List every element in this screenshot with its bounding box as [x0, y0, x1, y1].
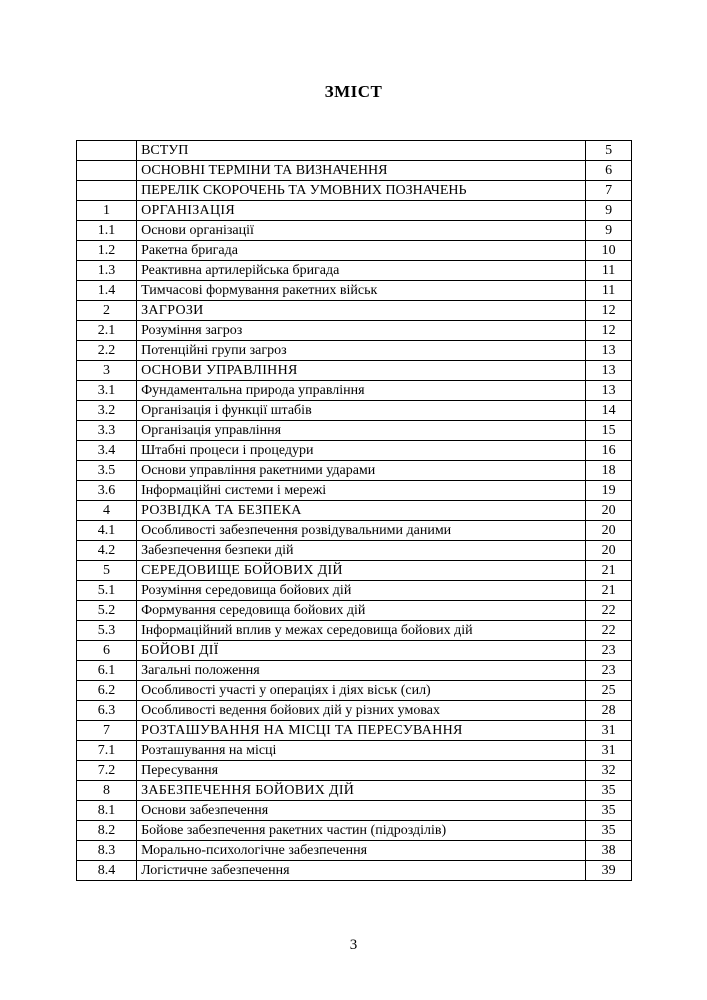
toc-row — [77, 221, 632, 241]
toc-page-number: 23 — [586, 661, 632, 681]
toc-row — [77, 781, 632, 801]
toc-section-number: 4.2 — [77, 541, 137, 561]
toc-entry-title: ВСТУП — [137, 141, 586, 161]
toc-row — [77, 621, 632, 641]
toc-section-number — [77, 161, 137, 181]
toc-section-number: 3 — [77, 361, 137, 381]
toc-row — [77, 481, 632, 501]
toc-entry-title: Реактивна артилерійська бригада — [137, 261, 586, 281]
toc-section-number: 4 — [77, 501, 137, 521]
toc-section-number: 2.2 — [77, 341, 137, 361]
toc-entry-title: БОЙОВІ ДІЇ — [137, 641, 586, 661]
toc-row — [77, 181, 632, 201]
toc-page-number: 6 — [586, 161, 632, 181]
toc-entry-title: ОСНОВНІ ТЕРМІНИ ТА ВИЗНАЧЕННЯ — [137, 161, 586, 181]
toc-page-number: 35 — [586, 821, 632, 841]
toc-entry-title: СЕРЕДОВИЩЕ БОЙОВИХ ДІЙ — [137, 561, 586, 581]
toc-page-number: 22 — [586, 621, 632, 641]
toc-row — [77, 441, 632, 461]
toc-row — [77, 701, 632, 721]
toc-page-number: 13 — [586, 341, 632, 361]
toc-section-number: 2.1 — [77, 321, 137, 341]
toc-section-number: 3.5 — [77, 461, 137, 481]
toc-section-number: 3.6 — [77, 481, 137, 501]
toc-row — [77, 521, 632, 541]
toc-row — [77, 681, 632, 701]
toc-page-number: 21 — [586, 561, 632, 581]
toc-row — [77, 641, 632, 661]
toc-row — [77, 421, 632, 441]
toc-row — [77, 821, 632, 841]
toc-page-number: 14 — [586, 401, 632, 421]
toc-page-number: 25 — [586, 681, 632, 701]
toc-section-number: 1.4 — [77, 281, 137, 301]
page-title: ЗМІСТ — [324, 82, 383, 101]
toc-entry-title: Морально-психологічне забезпечення — [137, 841, 586, 861]
toc-row — [77, 741, 632, 761]
toc-page-number: 13 — [586, 361, 632, 381]
toc-page-number: 9 — [586, 221, 632, 241]
toc-entry-title: Логістичне забезпечення — [137, 861, 586, 881]
toc-section-number: 1.1 — [77, 221, 137, 241]
toc-section-number: 7.1 — [77, 741, 137, 761]
toc-entry-title: ЗАГРОЗИ — [137, 301, 586, 321]
toc-page-number: 7 — [586, 181, 632, 201]
toc-section-number: 3.3 — [77, 421, 137, 441]
toc-row — [77, 501, 632, 521]
toc-row — [77, 761, 632, 781]
toc-section-number: 3.2 — [77, 401, 137, 421]
toc-page-number: 12 — [586, 321, 632, 341]
toc-entry-title: Загальні положення — [137, 661, 586, 681]
toc-row — [77, 401, 632, 421]
toc-section-number: 1.2 — [77, 241, 137, 261]
toc-section-number: 8.3 — [77, 841, 137, 861]
toc-section-number: 6 — [77, 641, 137, 661]
toc-entry-title: Особливості участі у операціях і діях віськ (сил) — [137, 681, 586, 701]
toc-section-number: 5.1 — [77, 581, 137, 601]
toc-page-number: 13 — [586, 381, 632, 401]
toc-row — [77, 241, 632, 261]
toc-page-number: 12 — [586, 301, 632, 321]
toc-row — [77, 321, 632, 341]
toc-page-number: 38 — [586, 841, 632, 861]
toc-row — [77, 341, 632, 361]
toc-page-number: 19 — [586, 481, 632, 501]
toc-page-number: 28 — [586, 701, 632, 721]
toc-row — [77, 661, 632, 681]
toc-row — [77, 841, 632, 861]
toc-entry-title: Особливості ведення бойових дій у різних умовах — [137, 701, 586, 721]
toc-page-number: 20 — [586, 541, 632, 561]
toc-section-number — [77, 181, 137, 201]
toc-entry-title: Бойове забезпечення ракетних частин (підрозділів) — [137, 821, 586, 841]
toc-row — [77, 281, 632, 301]
toc-entry-title: ОСНОВИ УПРАВЛІННЯ — [137, 361, 586, 381]
table-of-contents — [76, 140, 632, 881]
toc-row — [77, 301, 632, 321]
toc-entry-title: Особливості забезпечення розвідувальними даними — [137, 521, 586, 541]
toc-section-number: 6.1 — [77, 661, 137, 681]
toc-page-number: 9 — [586, 201, 632, 221]
toc-row — [77, 541, 632, 561]
toc-section-number: 7.2 — [77, 761, 137, 781]
toc-page-number: 23 — [586, 641, 632, 661]
toc-entry-title: Пересування — [137, 761, 586, 781]
toc-entry-title: Основи забезпечення — [137, 801, 586, 821]
toc-section-number: 8.4 — [77, 861, 137, 881]
toc-section-number: 8.1 — [77, 801, 137, 821]
toc-entry-title: Розташування на місці — [137, 741, 586, 761]
toc-row — [77, 721, 632, 741]
toc-entry-title: Інформаційний вплив у межах середовища бойових дій — [137, 621, 586, 641]
toc-row — [77, 581, 632, 601]
toc-section-number: 5 — [77, 561, 137, 581]
toc-entry-title: Організація управління — [137, 421, 586, 441]
toc-section-number: 3.1 — [77, 381, 137, 401]
toc-section-number: 5.2 — [77, 601, 137, 621]
toc-section-number: 1.3 — [77, 261, 137, 281]
toc-row — [77, 561, 632, 581]
toc-entry-title: ЗАБЕЗПЕЧЕННЯ БОЙОВИХ ДІЙ — [137, 781, 586, 801]
toc-page-number: 31 — [586, 721, 632, 741]
toc-entry-title: Штабні процеси і процедури — [137, 441, 586, 461]
toc-row — [77, 601, 632, 621]
toc-page-number: 20 — [586, 501, 632, 521]
toc-section-number: 1 — [77, 201, 137, 221]
toc-page-number: 5 — [586, 141, 632, 161]
toc-page-number: 16 — [586, 441, 632, 461]
toc-entry-title: Ракетна бригада — [137, 241, 586, 261]
toc-section-number: 6.3 — [77, 701, 137, 721]
toc-row — [77, 141, 632, 161]
toc-page-number: 35 — [586, 801, 632, 821]
toc-page-number: 21 — [586, 581, 632, 601]
toc-page-number: 10 — [586, 241, 632, 261]
toc-section-number: 7 — [77, 721, 137, 741]
toc-row — [77, 261, 632, 281]
toc-page-number: 11 — [586, 261, 632, 281]
toc-section-number: 6.2 — [77, 681, 137, 701]
toc-entry-title: Організація і функції штабів — [137, 401, 586, 421]
toc-page-number: 22 — [586, 601, 632, 621]
toc-entry-title: Тимчасові формування ракетних військ — [137, 281, 586, 301]
toc-row — [77, 461, 632, 481]
toc-row — [77, 361, 632, 381]
toc-section-number — [77, 141, 137, 161]
toc-page-number: 39 — [586, 861, 632, 881]
toc-row — [77, 161, 632, 181]
toc-entry-title: Фундаментальна природа управління — [137, 381, 586, 401]
toc-page-number: 20 — [586, 521, 632, 541]
toc-section-number: 8 — [77, 781, 137, 801]
page-number: 3 — [349, 937, 358, 953]
toc-entry-title: Основи організації — [137, 221, 586, 241]
toc-entry-title: Формування середовища бойових дій — [137, 601, 586, 621]
toc-entry-title: ПЕРЕЛІК СКОРОЧЕНЬ ТА УМОВНИХ ПОЗНАЧЕНЬ — [137, 181, 586, 201]
toc-page-number: 31 — [586, 741, 632, 761]
toc-section-number: 2 — [77, 301, 137, 321]
toc-entry-title: Інформаційні системи і мережі — [137, 481, 586, 501]
toc-row — [77, 381, 632, 401]
toc-entry-title: Розуміння загроз — [137, 321, 586, 341]
toc-body — [77, 141, 632, 881]
toc-page-number: 11 — [586, 281, 632, 301]
toc-entry-title: Потенційні групи загроз — [137, 341, 586, 361]
toc-row — [77, 861, 632, 881]
toc-section-number: 5.3 — [77, 621, 137, 641]
toc-page-number: 15 — [586, 421, 632, 441]
toc-entry-title: РОЗВІДКА ТА БЕЗПЕКА — [137, 501, 586, 521]
toc-section-number: 3.4 — [77, 441, 137, 461]
toc-page-number: 18 — [586, 461, 632, 481]
toc-section-number: 8.2 — [77, 821, 137, 841]
toc-section-number: 4.1 — [77, 521, 137, 541]
toc-row — [77, 201, 632, 221]
toc-page-number: 32 — [586, 761, 632, 781]
toc-entry-title: РОЗТАШУВАННЯ НА МІСЦІ ТА ПЕРЕСУВАННЯ — [137, 721, 586, 741]
toc-entry-title: Забезпечення безпеки дій — [137, 541, 586, 561]
toc-entry-title: Основи управління ракетними ударами — [137, 461, 586, 481]
toc-page-number: 35 — [586, 781, 632, 801]
toc-entry-title: ОРГАНІЗАЦІЯ — [137, 201, 586, 221]
toc-row — [77, 801, 632, 821]
toc-entry-title: Розуміння середовища бойових дій — [137, 581, 586, 601]
